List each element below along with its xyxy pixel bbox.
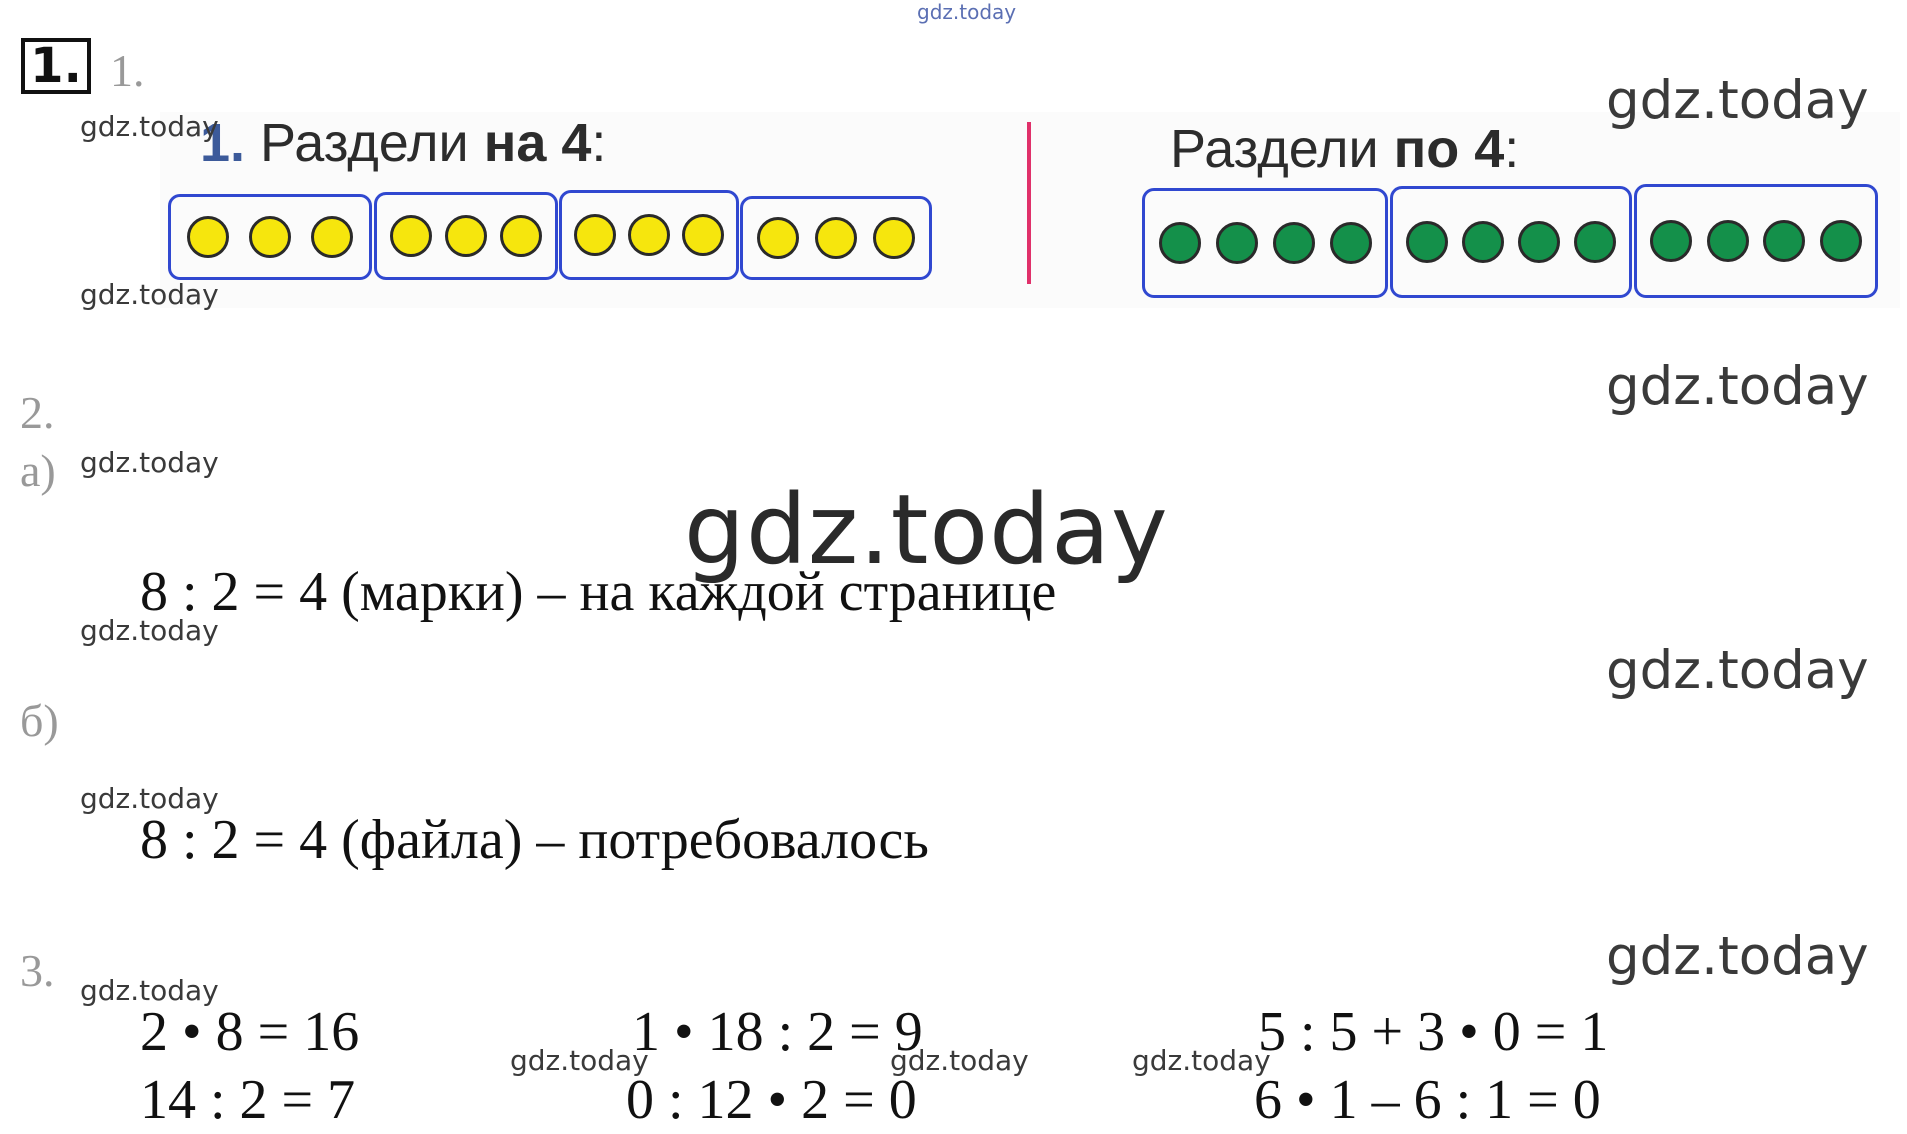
yellow-dot: [311, 216, 353, 258]
task-3-equation: 5 : 5 + 3 • 0 = 1: [1258, 1001, 1609, 1063]
green-dot: [1216, 222, 1258, 264]
green-dot-group: [1142, 188, 1388, 298]
task-3-label: 3.: [20, 945, 55, 996]
green-dot: [1273, 222, 1315, 264]
task-2a-label: а): [20, 445, 56, 496]
yellow-dot-group: [559, 190, 739, 280]
yellow-dot: [249, 216, 291, 258]
yellow-dot: [757, 217, 799, 259]
center-watermark: gdz.today: [684, 474, 1169, 586]
task-1-sub-label: 1.: [110, 45, 145, 96]
green-dot: [1574, 221, 1616, 263]
green-dot: [1763, 220, 1805, 262]
figure-left-heading-text: Раздели: [245, 113, 484, 173]
yellow-dot: [187, 216, 229, 258]
yellow-dot: [390, 215, 432, 257]
watermark: gdz.today: [80, 974, 219, 1007]
green-dot: [1406, 221, 1448, 263]
task-3-equation: 14 : 2 = 7: [140, 1069, 356, 1131]
green-dot-group: [1634, 184, 1878, 298]
green-dot: [1159, 222, 1201, 264]
watermark: gdz.today: [890, 1044, 1029, 1077]
figure-right-heading-text: Раздели: [1170, 119, 1394, 179]
yellow-dot: [682, 214, 724, 256]
yellow-dot: [815, 217, 857, 259]
watermark: gdz.today: [80, 782, 219, 815]
task-2b-label: б): [20, 695, 59, 746]
figure-right-heading: [1170, 118, 1519, 180]
yellow-dot-group: [740, 196, 932, 280]
yellow-dot-group: [374, 192, 558, 280]
figure-exercise-number: 1.: [200, 113, 246, 173]
yellow-dot: [873, 217, 915, 259]
task-3-equation: 2 • 8 = 16: [140, 1001, 360, 1063]
watermark: gdz.today: [80, 614, 219, 647]
green-dot: [1462, 221, 1504, 263]
watermark: gdz.today: [510, 1044, 649, 1077]
watermark: gdz.today: [1606, 356, 1869, 417]
yellow-dot: [445, 215, 487, 257]
green-dot: [1820, 220, 1862, 262]
figure-left-heading-colon: :: [591, 113, 607, 173]
task-3-equation: 1 • 18 : 2 = 9: [632, 1001, 923, 1063]
figure-left-heading-bold: на 4: [483, 113, 592, 173]
watermark: gdz.today: [80, 110, 219, 143]
task-1-number-box: 1.: [21, 38, 91, 94]
watermark: gdz.today: [1606, 926, 1869, 987]
task-3-equation: 6 • 1 – 6 : 1 = 0: [1254, 1069, 1601, 1131]
yellow-dot-group: [168, 194, 372, 280]
task-2-label: 2.: [20, 387, 55, 438]
watermark: gdz.today: [80, 278, 219, 311]
green-dot-group: [1390, 186, 1632, 298]
figure-left-heading: [200, 112, 606, 174]
yellow-dot: [628, 214, 670, 256]
figure-divider: [1027, 122, 1031, 284]
textbook-figure: [160, 112, 1900, 308]
top-watermark: gdz.today: [917, 0, 1017, 24]
watermark: gdz.today: [80, 446, 219, 479]
yellow-dot: [500, 215, 542, 257]
yellow-dot: [574, 214, 616, 256]
watermark: gdz.today: [1606, 70, 1869, 131]
green-dot: [1707, 220, 1749, 262]
task-2a-equation: 8 : 2 = 4 (марки) – на каждой странице: [140, 561, 1057, 623]
figure-right-heading-colon: :: [1504, 119, 1520, 179]
watermark: gdz.today: [1606, 640, 1869, 701]
task-2b-equation: 8 : 2 = 4 (файла) – потребовалось: [140, 809, 929, 871]
task-3-equation: 0 : 12 • 2 = 0: [626, 1069, 917, 1131]
figure-right-heading-bold: по 4: [1393, 119, 1505, 179]
green-dot: [1650, 220, 1692, 262]
green-dot: [1330, 222, 1372, 264]
green-dot: [1518, 221, 1560, 263]
watermark: gdz.today: [1132, 1044, 1271, 1077]
